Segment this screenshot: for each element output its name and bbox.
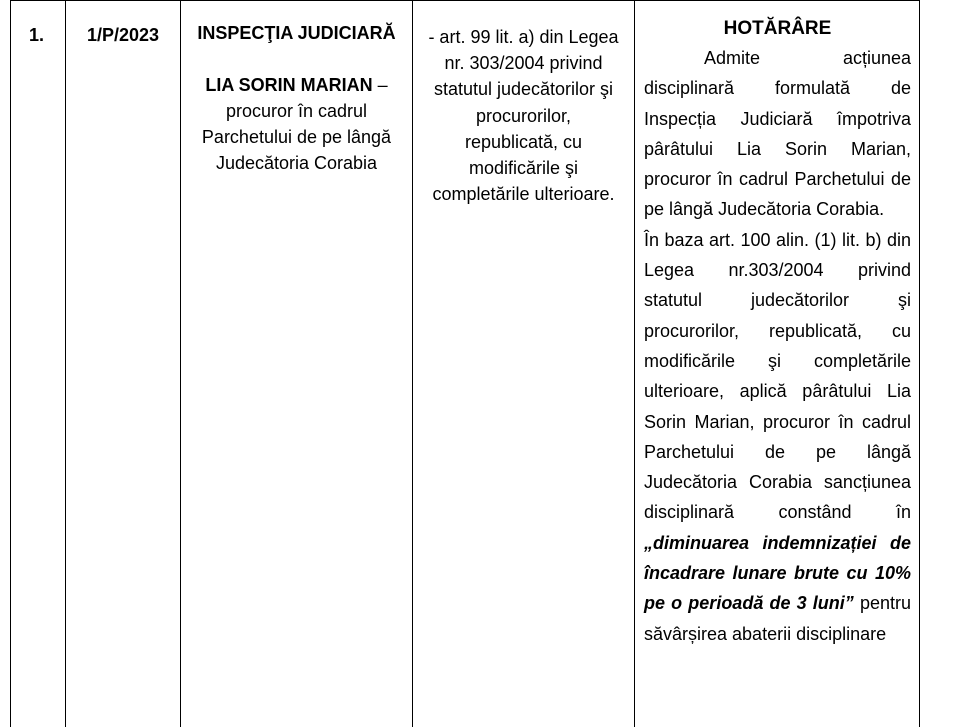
ruling-paragraph-2-end: pentru săvârșirea abaterii disciplinare: [644, 593, 911, 644]
ruling-paragraph-2-start: În baza art. 100 alin. (1) lit. b) din Legea nr.303/2004 privind statutul judecătorilor şi procurorilor, republicată, cu modificările şi completările ulterioare, aplică pârâtului Lia Sorin Marian, procuror în cadrul Parchetului de pe lângă Judecătoria Corabia sancțiunea disciplinară constând în: [644, 229, 911, 523]
row-number: [11, 1, 66, 727]
defendant-name: LIA SORIN MARIAN: [205, 75, 373, 95]
case-number: [66, 1, 181, 727]
parties-cell: [181, 1, 413, 727]
decision-table: [10, 0, 920, 727]
case-number-text: 1/P/2023: [86, 25, 160, 45]
ruling-sanction-emphasis: „diminuarea indemnizației de încadrare lunare brute cu 10% pe o perioadă de 3 luni”: [644, 532, 911, 614]
defendant-description: procuror în cadrul Parchetului de pe lângă Judecătoria Corabia: [201, 101, 392, 173]
plaintiff-name: INSPECŢIA JUDICIARĂ: [197, 23, 396, 43]
ruling-cell: [635, 1, 920, 727]
legal-basis-text: - art. 99 lit. a) din Legea nr. 303/2004 privind statutul judecătorilor şi procurorilor, republicată, cu modificările şi completările ulterioare.: [428, 27, 619, 205]
legal-basis-cell: [413, 1, 635, 727]
ruling-paragraph-1: Admite acțiunea disciplinară formulată de Inspecția Judiciară împotriva pârâtului Lia Sorin Marian, procuror în cadrul Parchetului de pe lângă Judecătoria Corabia.: [644, 48, 911, 220]
row-number-text: 1.: [29, 25, 45, 45]
ruling-paragraph-2: [644, 225, 911, 649]
table-row: [11, 1, 920, 727]
ruling-title: HOTĂRÂRE: [723, 18, 832, 39]
defendant-dash: –: [372, 75, 388, 95]
